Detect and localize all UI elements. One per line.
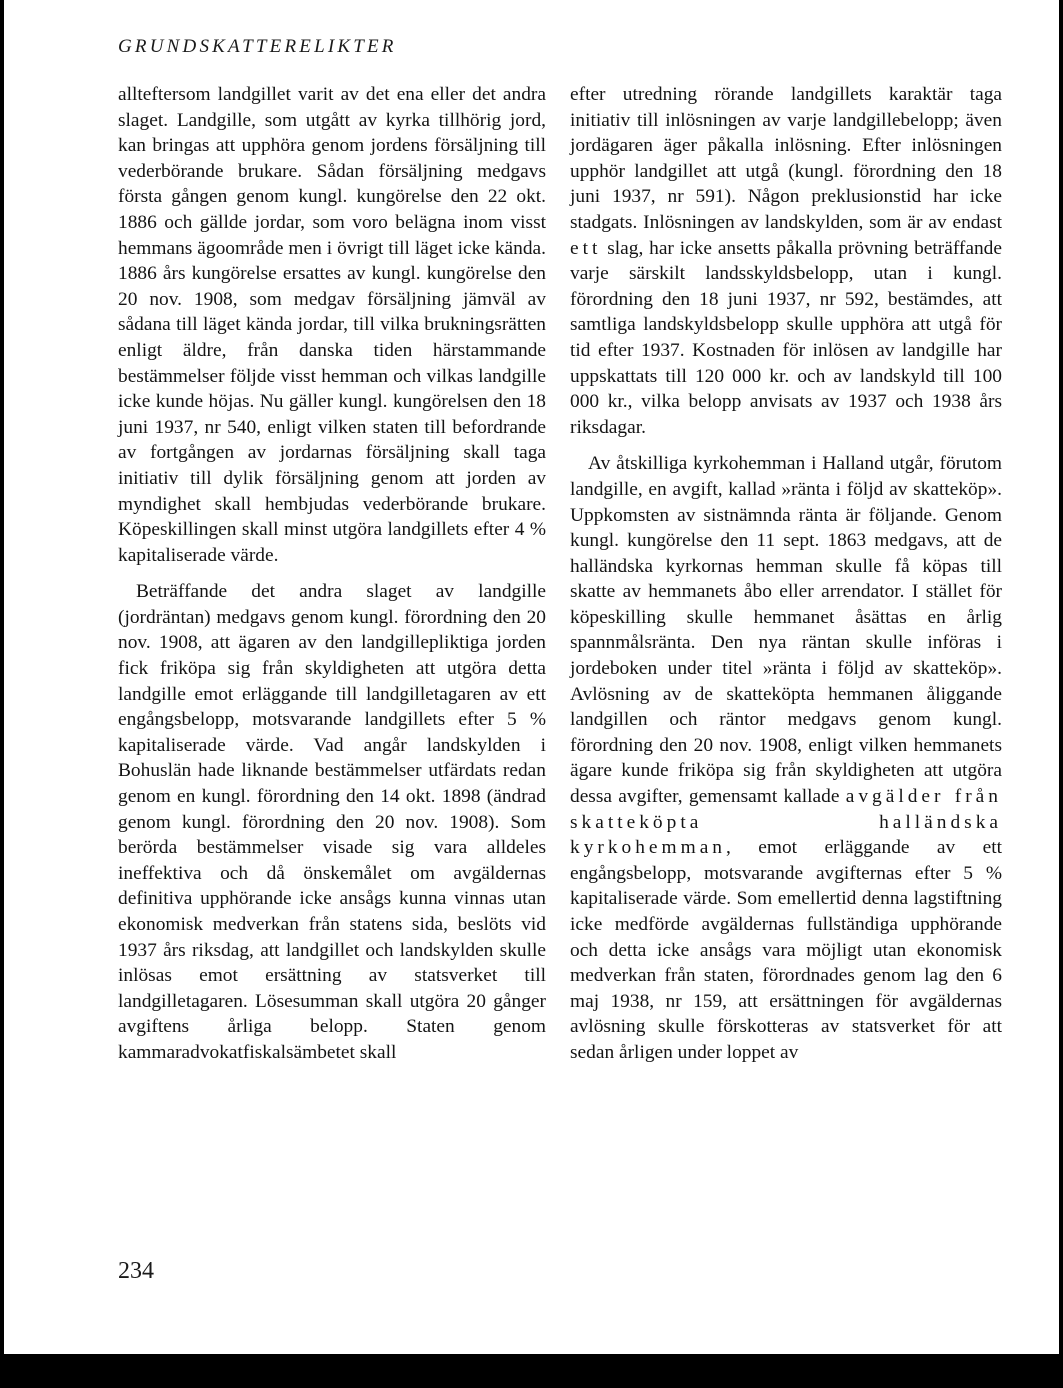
left-paragraph-1: allteftersom landgillet varit av det ena eller det andra slaget. Landgille, som utgått av kyrka tillhörig jord, kan bringas att upphöra genom jordens försäljning till vederbörande brukare. Sådan försäljning medgavs första gången genom kungl. kungörelse den 22 okt. 1886 och gällde jordar, som voro belägna inom visst hemmans ägoområde men i övrigt till läget icke kända. 1886 års kungörelse ersattes av kungl. kungörelse den 20 nov. 1908, som medgav försäljning jämväl av sådana till läget kända jordar, till vilka brukningsrätten enligt äldre, från danska tiden härstammande bestämmelser följde visst hemman och vilkas landgille icke kunde höjas. Nu gäller kungl. kungörelsen den 18 juni 1937, nr 540, enligt vilken staten till befordrande av fortgången av jordarnas försäljning skall taga initiativ till dylik försäljning genom att jorden av myndighet skall hembjudas vederbörande brukare. Köpeskillingen skall minst utgöra landgillets efter 4 % kapitaliserade värde. [118, 84, 546, 566]
right-paragraph-1-part-a: efter utredning rörande landgillets karaktär taga initiativ till inlösningen av varje landgillebelopp; även jordägaren äger påkalla inlösning. Efter inlösningen upphör landgillet att utgå (kungl. förordning den 18 juni 1937, nr 591). Någon preklusionstid har icke stadgats. Inlösningen av landskylden, som är av endast [570, 84, 1002, 233]
spaced-emphasis-ett: ett [570, 237, 602, 259]
right-paragraph-2-part-b: , emot erläggande av ett engångsbelopp, motsvarande avgifternas efter 5 % kapitaliserade värde. Som emellertid denna lagstiftning icke medförde avgäldernas fullständiga upphörande och detta icke ansågs vara möjligt utan ekonomisk medverkan från staten, förordnades genom lag den 6 maj 1938, nr 159, att ersättningen för avgäldernas avlösning skulle förskotteras av statsverket för att sedan årligen under loppet av [570, 837, 1002, 1063]
right-paragraph-2 [570, 451, 1002, 1065]
spaced-emphasis-avgalder: avgälder från skatteköpta halländska kyrkohemman [570, 786, 1002, 859]
page-number: 234 [118, 1258, 154, 1284]
right-column [570, 82, 1002, 1077]
right-paragraph-1 [570, 82, 1002, 440]
left-column [118, 82, 546, 1077]
scan-bottom-band [0, 1354, 1063, 1388]
running-head: GRUNDSKATTERELIKTER [118, 36, 397, 57]
right-paragraph-2-part-a: Av åtskilliga kyrkohemman i Halland utgår, förutom landgille, en avgift, kallad »ränta i följd av skatteköp». Uppkomsten av sistnämnda ränta är följande. Genom kungl. kungörelse den 11 sept. 1863 medgavs, att de halländska kyrkornas hemman skulle få köpas till skatte av hemmanets åbo eller arrendator. I stället för köpeskilling skulle hemmanet åsättas en årlig spannmålsränta. Den nya räntan skulle införas i jordeboken under titel »ränta i följd av skatteköp». Avlösning av de skatteköpta hemmanen åliggande landgillen och räntor medgavs genom kungl. förordning den 20 nov. 1908, enligt vilken hemmanets ägare kunde friköpa sig från skyldigheten att utgöra dessa avgifter, gemensamt kallade [570, 453, 1002, 808]
left-paragraph-2: Beträffande det andra slaget av landgille (jordräntan) medgavs genom kungl. förordning den 20 nov. 1908, att ägaren av den landgillepliktiga jorden fick friköpa sig från skyldigheten att utgöra detta landgille emot erläggande till landgilletagaren av ett engångsbelopp, motsvarande landgillets efter 5 % kapitaliserade värde. Vad angår landskylden i Bohuslän hade liknande bestämmelser utfärdats redan genom en kungl. förordning den 14 okt. 1898 (ändrad genom kungl. förordning den 20 nov. 1908). Som berörda bestämmelser visade sig vara alldeles ineffektiva och då önskemålet om avgäldernas definitiva upphörande icke ansågs kunna vinnas utan ekonomisk medverkan från statens sida, beslöts vid 1937 års riksdag, att landgillet och landskylden skulle inlösas emot ersättning av statsverket till landgilletagaren. Lösesumman skall utgöra 20 gånger avgiftens årliga belopp. Staten genom kammaradvokatfiskalsämbetet skall [118, 581, 546, 1063]
right-paragraph-1-part-b: slag, har icke ansetts påkalla prövning beträffande varje särskilt landsskyldsbelopp, utan i kungl. förordning den 18 juni 1937, nr 592, bestämdes, att samtliga landskyldsbelopp skulle upphöra att utgå för tid efter 1937. Kostnaden för inlösen av landgille har uppskattats till 120 000 kr. och av landskyld till 100 000 kr., vilka belopp anvisats av 1937 och 1938 års riksdagar. [570, 237, 1002, 438]
